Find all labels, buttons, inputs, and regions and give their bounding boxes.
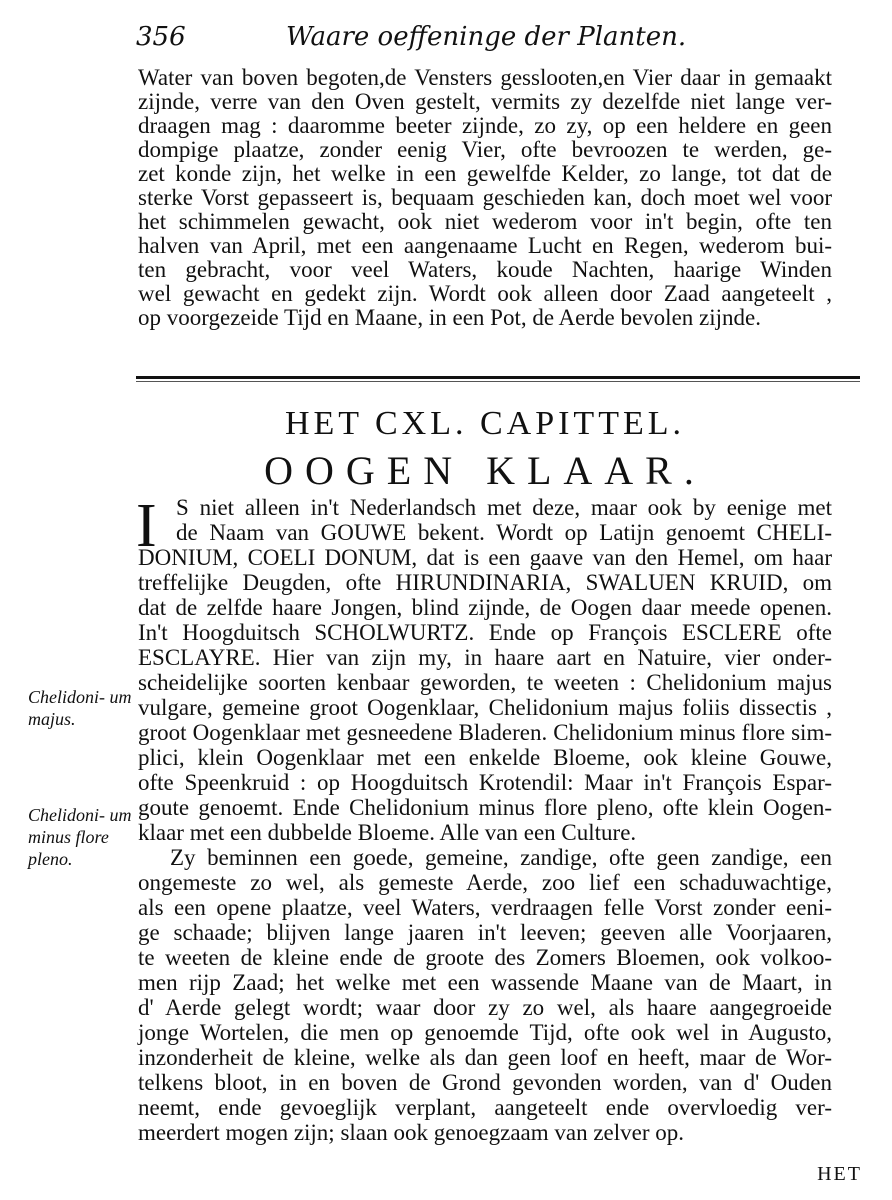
text-line: de Naam van GOUWE bekent. Wordt op Latijn genoemt CHELI- [176, 520, 832, 545]
text-line: groot Oogenklaar met gesneedene Bladeren. Chelidonium minus flore sim- [138, 720, 832, 745]
text-line: goute genoemt. Ende Chelidonium minus flore pleno, ofte klein Oogen- [138, 795, 832, 820]
text-line: plici, klein Oogenklaar met een enkelde Bloeme, ook kleine Gouwe, [138, 745, 832, 770]
text-line: treffelijke Deugden, ofte HIRUNDINARIA, SWALUEN KRUID, om [138, 570, 832, 595]
text-line: meerdert mogen zijn; slaan ook genoegzaam van zelver op. [138, 1120, 685, 1145]
text-line: ten gebracht, voor veel Waters, koude Nachten, haarige Winden [138, 257, 832, 282]
chapter-title: HET CXL. CAPITTEL. [284, 405, 685, 442]
text-line: het schimmelen gewacht, ook niet wederom voor in't begin, ofte ten [138, 209, 832, 234]
text-line: sterke Vorst gepasseert is, bequaam geschieden kan, doch moet wel voor [138, 185, 832, 210]
text-line: zet konde zijn, het welke in een gewelfde Kelder, zo lange, tot dat de [138, 161, 832, 186]
text-line: halven van April, met een aangenaame Lucht en Regen, wederom bui- [138, 233, 832, 258]
text-line: men rijp Zaad; het welke met een wassende Maane van de Maart, in [138, 970, 832, 995]
text-line: wel gewacht en gedekt zijn. Wordt ook alleen door Zaad aangeteelt , [138, 281, 832, 306]
section-divider-thin [136, 381, 860, 382]
section-divider [136, 376, 860, 379]
chapter-subtitle: OOGEN KLAAR. [264, 448, 706, 493]
text-line: zijnde, verre van den Oven gestelt, vermits zy dezelfde niet lange ver- [138, 89, 832, 114]
page-number: 356 [136, 22, 186, 52]
text-line: inzonderheit de kleine, welke als dan geen loof en heeft, maar de Wor- [138, 1045, 832, 1070]
text-line: dat de zelfde haare Jongen, blind zijnde, de Oogen daar meede openen. [138, 595, 832, 620]
text-line: draagen mag : daaromme beeter zijnde, zo zy, op een heldere en geen [138, 113, 832, 138]
text-line: als een opene plaatze, veel Waters, verdraagen felle Vorst zonder eeni- [138, 895, 832, 920]
text-line: S niet alleen in't Nederlandsch met deze, maar ook by eenige met [176, 495, 832, 520]
text-line: d' Aerde gelegt wordt; waar door zy zo wel, als haare aangegroeide [138, 995, 832, 1020]
text-line: jonge Wortelen, die men op genoemde Tijd, ofte ook wel in Augusto, [138, 1020, 832, 1045]
text-line: neemt, ende gevoeglijk verplant, aangeteelt ende overvloedig ver- [138, 1095, 832, 1120]
text-line: ofte Speenkruid : op Hoogduitsch Krotendil: Maar in't François Espar- [138, 770, 832, 795]
page-header [136, 22, 756, 62]
margin-note: Chelidoni- um majus. [28, 687, 132, 729]
text-line: vulgare, gemeine groot Oogenklaar, Chelidonium majus foliis dissectis , [138, 695, 832, 720]
text-line: ESCLAYRE. Hier van zijn my, in haare aart en Natuire, vier onder- [138, 645, 832, 670]
text-line: telkens bloot, in en boven de Grond gevonden worden, van d' Ouden [138, 1070, 832, 1095]
catchword: HET [817, 1163, 862, 1185]
text-line: Water van boven begoten,de Vensters gesslooten,en Vier daar in gemaakt [138, 65, 832, 90]
text-line: Zy beminnen een goede, gemeine, zandige, ofte geen zandige, een [170, 845, 832, 870]
running-title: Waare oeffeninge der Planten. [286, 22, 687, 52]
drop-cap: I [136, 492, 157, 560]
text-line: op voorgezeide Tijd en Maane, in een Pot, de Aerde bevolen zijnde. [138, 305, 761, 330]
text-line: ongemeste zo wel, als gemeste Aerde, zoo lief een schaduwachtige, [138, 870, 832, 895]
text-line: DONIUM, COELI DONUM, dat is een gaave van den Hemel, om haar [138, 545, 832, 570]
text-line: ge schaade; blijven lange jaaren in't leeven; geeven alle Voorjaaren, [138, 920, 832, 945]
text-line: dompige plaatze, zonder eenig Vier, ofte bevroozen te werden, ge- [138, 137, 832, 162]
text-line: klaar met een dubbelde Bloeme. Alle van een Culture. [138, 820, 637, 845]
text-line: te weeten de kleine ende de groote des Zomers Bloemen, ook volkoo- [138, 945, 832, 970]
margin-note: Chelidoni- um minus flore pleno. [28, 805, 132, 869]
text-line: scheidelijke soorten kenbaar geworden, te weeten : Chelidonium majus [138, 670, 832, 695]
text-line: In't Hoogduitsch SCHOLWURTZ. Ende op François ESCLERE ofte [138, 620, 832, 645]
